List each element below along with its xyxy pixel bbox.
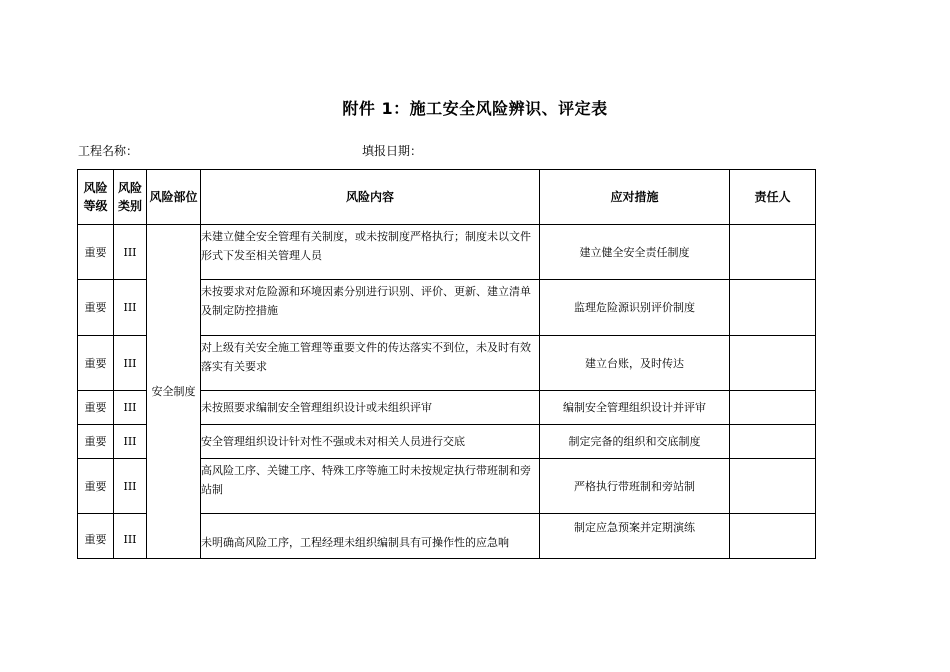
- measure-cell: 编制安全管理组织设计并评审: [540, 391, 730, 425]
- risk-category-cell: III: [114, 514, 147, 559]
- header-risk-grade: 风险等级: [78, 170, 114, 225]
- fill-date-label: 填报日期：: [362, 144, 423, 158]
- measure-cell: 制定完备的组织和交底制度: [540, 425, 730, 459]
- risk-content-cell: 未明确高风险工序，工程经理未组织编制具有可操作性的应急响: [201, 514, 540, 559]
- risk-category-cell: III: [114, 280, 147, 336]
- risk-location-cell: 安全制度: [147, 225, 201, 559]
- measure-cell: 制定应急预案并定期演练: [540, 514, 730, 559]
- risk-content-cell: 未按照要求编制安全管理组织设计或未组织评审: [201, 391, 540, 425]
- document-title: 附件 1：施工安全风险辨识、评定表: [342, 99, 608, 118]
- risk-grade-cell: 重要: [78, 425, 114, 459]
- measure-cell: 严格执行带班制和旁站制: [540, 459, 730, 514]
- risk-content-cell: 高风险工序、关键工序、特殊工序等施工时未按规定执行带班制和旁站制: [201, 459, 540, 514]
- responsible-cell: [730, 280, 816, 336]
- risk-content-cell: 对上级有关安全施工管理等重要文件的传达落实不到位，未及时有效落实有关要求: [201, 336, 540, 391]
- header-risk-location: 风险部位: [147, 170, 201, 225]
- measure-cell: 监理危险源识别评价制度: [540, 280, 730, 336]
- measure-cell: 建立台账，及时传达: [540, 336, 730, 391]
- header-responsible: 责任人: [730, 170, 816, 225]
- header-risk-category: 风险类别: [114, 170, 147, 225]
- risk-grade-cell: 重要: [78, 336, 114, 391]
- risk-content-cell: 未按要求对危险源和环境因素分别进行识别、评价、更新、建立清单及制定防控措施: [201, 280, 540, 336]
- risk-category-cell: III: [114, 336, 147, 391]
- project-name-label: 工程名称：: [78, 144, 139, 158]
- risk-category-cell: III: [114, 225, 147, 280]
- risk-grade-cell: 重要: [78, 459, 114, 514]
- table-row: [78, 225, 816, 280]
- measure-cell: 建立健全安全责任制度: [540, 225, 730, 280]
- risk-grade-cell: 重要: [78, 391, 114, 425]
- risk-category-cell: III: [114, 459, 147, 514]
- risk-content-cell: 安全管理组织设计针对性不强或未对相关人员进行交底: [201, 425, 540, 459]
- header-measure: 应对措施: [540, 170, 730, 225]
- responsible-cell: [730, 391, 816, 425]
- responsible-cell: [730, 225, 816, 280]
- risk-grade-cell: 重要: [78, 225, 114, 280]
- responsible-cell: [730, 425, 816, 459]
- risk-content-cell: 未建立健全安全管理有关制度，或未按制度严格执行；制度未以文件形式下发至相关管理人员: [201, 225, 540, 280]
- table-header-row: [78, 170, 816, 225]
- risk-grade-cell: 重要: [78, 514, 114, 559]
- risk-category-cell: III: [114, 425, 147, 459]
- responsible-cell: [730, 336, 816, 391]
- risk-category-cell: III: [114, 391, 147, 425]
- header-risk-content: 风险内容: [201, 170, 540, 225]
- responsible-cell: [730, 459, 816, 514]
- risk-assessment-table: [77, 169, 816, 559]
- risk-grade-cell: 重要: [78, 280, 114, 336]
- responsible-cell: [730, 514, 816, 559]
